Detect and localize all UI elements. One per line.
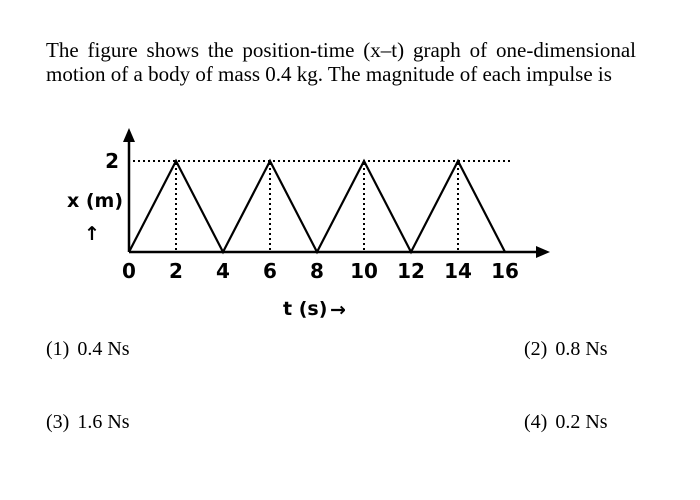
x-axis-arrowhead <box>536 246 550 258</box>
x-tick-label: 16 <box>491 259 519 283</box>
x-tick-label: 0 <box>122 259 136 283</box>
option-2-text: 0.8 Ns <box>555 338 608 360</box>
x-axis-label: t (s) <box>283 298 328 320</box>
x-axis-right-arrow: → <box>330 299 346 321</box>
x-tick-label: 8 <box>310 259 324 283</box>
y-tick-label: 2 <box>105 149 119 173</box>
option-1[interactable] <box>46 338 130 361</box>
y-axis-arrowhead <box>123 128 135 142</box>
option-2[interactable] <box>524 338 608 361</box>
x-tick-label: 14 <box>444 259 472 283</box>
option-1-number: (1) <box>46 338 70 360</box>
x-tick-label: 2 <box>169 259 183 283</box>
axes <box>123 128 550 258</box>
tick-labels <box>105 149 519 283</box>
x-tick-label: 10 <box>350 259 378 283</box>
option-4-number: (4) <box>524 411 548 433</box>
option-2-number: (2) <box>524 338 548 360</box>
axis-labels <box>67 190 346 321</box>
x-tick-label: 4 <box>216 259 230 283</box>
option-3-number: (3) <box>46 411 70 433</box>
option-3-text: 1.6 Ns <box>77 411 130 433</box>
option-3[interactable] <box>46 411 130 434</box>
option-4-text: 0.2 Ns <box>555 411 608 433</box>
option-4[interactable] <box>524 411 608 434</box>
y-axis-label: x (m) <box>67 190 124 212</box>
y-axis-up-arrow: ↑ <box>84 223 100 245</box>
x-tick-label: 6 <box>263 259 277 283</box>
option-1-text: 0.4 Ns <box>77 338 130 360</box>
dotted-guides <box>133 161 510 252</box>
series-polyline <box>129 161 505 252</box>
x-tick-label: 12 <box>397 259 425 283</box>
series-line <box>129 161 505 252</box>
question-text: The figure shows the position-time (x–t) graph of one-dimensional motion of a body of mass 0.4 kg. The magnitude of each impulse is <box>46 38 636 86</box>
